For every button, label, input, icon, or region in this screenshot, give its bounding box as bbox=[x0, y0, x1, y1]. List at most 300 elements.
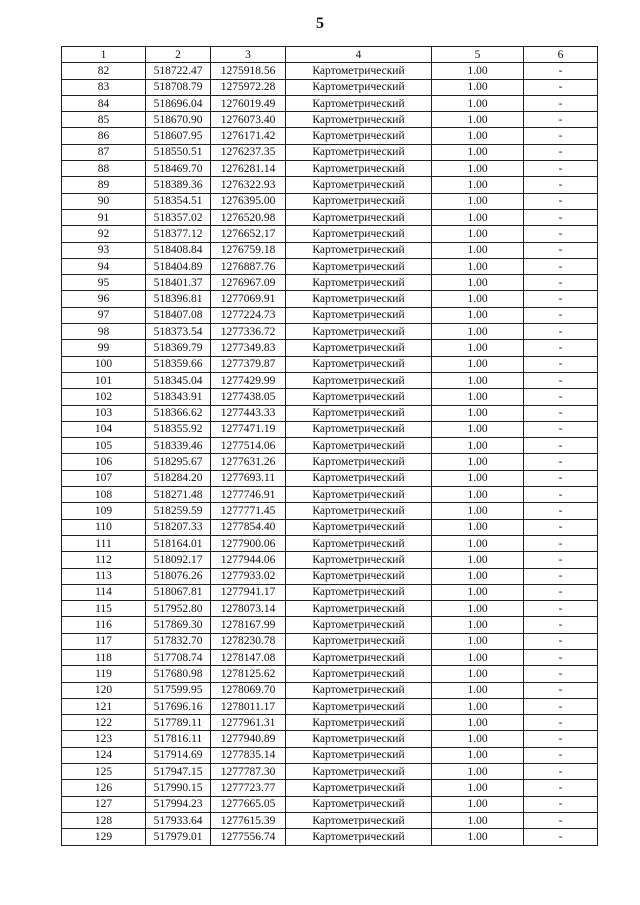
note-cell: - bbox=[524, 812, 598, 828]
accuracy-cell: 1.00 bbox=[432, 389, 524, 405]
note-cell: - bbox=[524, 747, 598, 763]
x-coordinate-cell: 518408.84 bbox=[146, 242, 211, 258]
x-coordinate-cell: 518295.67 bbox=[146, 454, 211, 470]
accuracy-cell: 1.00 bbox=[432, 715, 524, 731]
note-cell: - bbox=[524, 291, 598, 307]
method-cell: Картометрический bbox=[286, 405, 432, 421]
table-row bbox=[62, 698, 598, 714]
table-row bbox=[62, 682, 598, 698]
note-cell: - bbox=[524, 584, 598, 600]
note-cell: - bbox=[524, 731, 598, 747]
point-number-cell: 106 bbox=[62, 454, 146, 470]
y-coordinate-cell: 1278230.78 bbox=[211, 633, 286, 649]
note-cell: - bbox=[524, 829, 598, 845]
note-cell: - bbox=[524, 128, 598, 144]
method-cell: Картометрический bbox=[286, 340, 432, 356]
x-coordinate-cell: 517990.15 bbox=[146, 780, 211, 796]
table-row bbox=[62, 780, 598, 796]
method-cell: Картометрический bbox=[286, 682, 432, 698]
table-row bbox=[62, 356, 598, 372]
y-coordinate-cell: 1278069.70 bbox=[211, 682, 286, 698]
accuracy-cell: 1.00 bbox=[432, 682, 524, 698]
method-cell: Картометрический bbox=[286, 568, 432, 584]
table-row bbox=[62, 242, 598, 258]
method-cell: Картометрический bbox=[286, 470, 432, 486]
x-coordinate-cell: 517696.16 bbox=[146, 698, 211, 714]
point-number-cell: 97 bbox=[62, 307, 146, 323]
x-coordinate-cell: 518377.12 bbox=[146, 226, 211, 242]
table-row bbox=[62, 666, 598, 682]
point-number-cell: 124 bbox=[62, 747, 146, 763]
x-coordinate-cell: 518366.62 bbox=[146, 405, 211, 421]
table-row bbox=[62, 487, 598, 503]
y-coordinate-cell: 1277224.73 bbox=[211, 307, 286, 323]
table-row bbox=[62, 747, 598, 763]
accuracy-cell: 1.00 bbox=[432, 79, 524, 95]
table-row bbox=[62, 731, 598, 747]
point-number-cell: 108 bbox=[62, 487, 146, 503]
point-number-cell: 125 bbox=[62, 764, 146, 780]
accuracy-cell: 1.00 bbox=[432, 209, 524, 225]
point-number-cell: 121 bbox=[62, 698, 146, 714]
y-coordinate-cell: 1277438.05 bbox=[211, 389, 286, 405]
point-number-cell: 107 bbox=[62, 470, 146, 486]
y-coordinate-cell: 1277941.17 bbox=[211, 584, 286, 600]
table-row bbox=[62, 193, 598, 209]
x-coordinate-cell: 518076.26 bbox=[146, 568, 211, 584]
page-number: 5 bbox=[316, 15, 324, 32]
method-cell: Картометрический bbox=[286, 519, 432, 535]
y-coordinate-cell: 1276887.76 bbox=[211, 258, 286, 274]
point-number-cell: 110 bbox=[62, 519, 146, 535]
accuracy-cell: 1.00 bbox=[432, 584, 524, 600]
y-coordinate-cell: 1278167.99 bbox=[211, 617, 286, 633]
method-cell: Картометрический bbox=[286, 633, 432, 649]
point-number-cell: 90 bbox=[62, 193, 146, 209]
method-cell: Картометрический bbox=[286, 584, 432, 600]
y-coordinate-cell: 1276759.18 bbox=[211, 242, 286, 258]
y-coordinate-cell: 1277443.33 bbox=[211, 405, 286, 421]
accuracy-cell: 1.00 bbox=[432, 503, 524, 519]
x-coordinate-cell: 518708.79 bbox=[146, 79, 211, 95]
accuracy-cell: 1.00 bbox=[432, 666, 524, 682]
y-coordinate-cell: 1277514.06 bbox=[211, 438, 286, 454]
table-row bbox=[62, 438, 598, 454]
point-number-cell: 116 bbox=[62, 617, 146, 633]
table-row bbox=[62, 829, 598, 845]
note-cell: - bbox=[524, 470, 598, 486]
table-row bbox=[62, 470, 598, 486]
method-cell: Картометрический bbox=[286, 177, 432, 193]
note-cell: - bbox=[524, 144, 598, 160]
accuracy-cell: 1.00 bbox=[432, 144, 524, 160]
y-coordinate-cell: 1277933.02 bbox=[211, 568, 286, 584]
accuracy-cell: 1.00 bbox=[432, 324, 524, 340]
point-number-cell: 91 bbox=[62, 209, 146, 225]
accuracy-cell: 1.00 bbox=[432, 405, 524, 421]
method-cell: Картометрический bbox=[286, 372, 432, 388]
point-number-cell: 101 bbox=[62, 372, 146, 388]
y-coordinate-cell: 1276967.09 bbox=[211, 275, 286, 291]
accuracy-cell: 1.00 bbox=[432, 372, 524, 388]
table-row bbox=[62, 503, 598, 519]
note-cell: - bbox=[524, 487, 598, 503]
method-cell: Картометрический bbox=[286, 764, 432, 780]
note-cell: - bbox=[524, 307, 598, 323]
table-row bbox=[62, 258, 598, 274]
x-coordinate-cell: 517869.30 bbox=[146, 617, 211, 633]
method-cell: Картометрический bbox=[286, 812, 432, 828]
note-cell: - bbox=[524, 79, 598, 95]
table-row bbox=[62, 421, 598, 437]
method-cell: Картометрический bbox=[286, 698, 432, 714]
table-row bbox=[62, 389, 598, 405]
y-coordinate-cell: 1277665.05 bbox=[211, 796, 286, 812]
point-number-cell: 118 bbox=[62, 649, 146, 665]
x-coordinate-cell: 518550.51 bbox=[146, 144, 211, 160]
table-row bbox=[62, 112, 598, 128]
table-row bbox=[62, 568, 598, 584]
method-cell: Картометрический bbox=[286, 617, 432, 633]
method-cell: Картометрический bbox=[286, 552, 432, 568]
method-cell: Картометрический bbox=[286, 829, 432, 845]
method-cell: Картометрический bbox=[286, 731, 432, 747]
accuracy-cell: 1.00 bbox=[432, 747, 524, 763]
y-coordinate-cell: 1277693.11 bbox=[211, 470, 286, 486]
y-coordinate-cell: 1276322.93 bbox=[211, 177, 286, 193]
x-coordinate-cell: 517952.80 bbox=[146, 601, 211, 617]
accuracy-cell: 1.00 bbox=[432, 438, 524, 454]
note-cell: - bbox=[524, 796, 598, 812]
table-row bbox=[62, 649, 598, 665]
point-number-cell: 92 bbox=[62, 226, 146, 242]
note-cell: - bbox=[524, 503, 598, 519]
point-number-cell: 87 bbox=[62, 144, 146, 160]
y-coordinate-cell: 1276073.40 bbox=[211, 112, 286, 128]
header-cell-6: 6 bbox=[524, 47, 598, 63]
x-coordinate-cell: 518357.02 bbox=[146, 209, 211, 225]
y-coordinate-cell: 1277961.31 bbox=[211, 715, 286, 731]
table-row bbox=[62, 275, 598, 291]
header-cell-3: 3 bbox=[211, 47, 286, 63]
note-cell: - bbox=[524, 617, 598, 633]
x-coordinate-cell: 517599.95 bbox=[146, 682, 211, 698]
note-cell: - bbox=[524, 193, 598, 209]
accuracy-cell: 1.00 bbox=[432, 112, 524, 128]
header-cell-4: 4 bbox=[286, 47, 432, 63]
point-number-cell: 85 bbox=[62, 112, 146, 128]
y-coordinate-cell: 1277723.77 bbox=[211, 780, 286, 796]
method-cell: Картометрический bbox=[286, 454, 432, 470]
accuracy-cell: 1.00 bbox=[432, 258, 524, 274]
table-row bbox=[62, 79, 598, 95]
point-number-cell: 111 bbox=[62, 535, 146, 551]
table-row bbox=[62, 307, 598, 323]
note-cell: - bbox=[524, 405, 598, 421]
y-coordinate-cell: 1277900.06 bbox=[211, 535, 286, 551]
accuracy-cell: 1.00 bbox=[432, 340, 524, 356]
table-row bbox=[62, 552, 598, 568]
method-cell: Картометрический bbox=[286, 747, 432, 763]
x-coordinate-cell: 517832.70 bbox=[146, 633, 211, 649]
accuracy-cell: 1.00 bbox=[432, 829, 524, 845]
y-coordinate-cell: 1276395.00 bbox=[211, 193, 286, 209]
point-number-cell: 95 bbox=[62, 275, 146, 291]
header-cell-5: 5 bbox=[432, 47, 524, 63]
method-cell: Картометрический bbox=[286, 95, 432, 111]
y-coordinate-cell: 1275918.56 bbox=[211, 63, 286, 79]
table-row bbox=[62, 633, 598, 649]
note-cell: - bbox=[524, 764, 598, 780]
accuracy-cell: 1.00 bbox=[432, 649, 524, 665]
method-cell: Картометрический bbox=[286, 601, 432, 617]
accuracy-cell: 1.00 bbox=[432, 780, 524, 796]
x-coordinate-cell: 517994.23 bbox=[146, 796, 211, 812]
note-cell: - bbox=[524, 698, 598, 714]
y-coordinate-cell: 1278011.17 bbox=[211, 698, 286, 714]
x-coordinate-cell: 517708.74 bbox=[146, 649, 211, 665]
point-number-cell: 123 bbox=[62, 731, 146, 747]
x-coordinate-cell: 517680.98 bbox=[146, 666, 211, 682]
point-number-cell: 113 bbox=[62, 568, 146, 584]
table-row bbox=[62, 584, 598, 600]
y-coordinate-cell: 1277336.72 bbox=[211, 324, 286, 340]
table-row bbox=[62, 161, 598, 177]
point-number-cell: 114 bbox=[62, 584, 146, 600]
table-row bbox=[62, 372, 598, 388]
note-cell: - bbox=[524, 535, 598, 551]
point-number-cell: 89 bbox=[62, 177, 146, 193]
x-coordinate-cell: 518092.17 bbox=[146, 552, 211, 568]
y-coordinate-cell: 1275972.28 bbox=[211, 79, 286, 95]
method-cell: Картометрический bbox=[286, 324, 432, 340]
y-coordinate-cell: 1277556.74 bbox=[211, 829, 286, 845]
note-cell: - bbox=[524, 780, 598, 796]
accuracy-cell: 1.00 bbox=[432, 128, 524, 144]
note-cell: - bbox=[524, 275, 598, 291]
table-row bbox=[62, 535, 598, 551]
table-row bbox=[62, 209, 598, 225]
accuracy-cell: 1.00 bbox=[432, 601, 524, 617]
method-cell: Картометрический bbox=[286, 242, 432, 258]
x-coordinate-cell: 518670.90 bbox=[146, 112, 211, 128]
note-cell: - bbox=[524, 209, 598, 225]
note-cell: - bbox=[524, 226, 598, 242]
point-number-cell: 94 bbox=[62, 258, 146, 274]
method-cell: Картометрический bbox=[286, 161, 432, 177]
x-coordinate-cell: 518355.92 bbox=[146, 421, 211, 437]
accuracy-cell: 1.00 bbox=[432, 454, 524, 470]
y-coordinate-cell: 1276237.35 bbox=[211, 144, 286, 160]
table-row bbox=[62, 177, 598, 193]
note-cell: - bbox=[524, 258, 598, 274]
accuracy-cell: 1.00 bbox=[432, 421, 524, 437]
accuracy-cell: 1.00 bbox=[432, 275, 524, 291]
point-number-cell: 102 bbox=[62, 389, 146, 405]
x-coordinate-cell: 518345.04 bbox=[146, 372, 211, 388]
method-cell: Картометрический bbox=[286, 112, 432, 128]
y-coordinate-cell: 1277631.26 bbox=[211, 454, 286, 470]
method-cell: Картометрический bbox=[286, 389, 432, 405]
point-number-cell: 126 bbox=[62, 780, 146, 796]
x-coordinate-cell: 518696.04 bbox=[146, 95, 211, 111]
table-row bbox=[62, 95, 598, 111]
y-coordinate-cell: 1276171.42 bbox=[211, 128, 286, 144]
point-number-cell: 84 bbox=[62, 95, 146, 111]
y-coordinate-cell: 1276281.14 bbox=[211, 161, 286, 177]
point-number-cell: 109 bbox=[62, 503, 146, 519]
method-cell: Картометрический bbox=[286, 421, 432, 437]
y-coordinate-cell: 1276520.98 bbox=[211, 209, 286, 225]
note-cell: - bbox=[524, 438, 598, 454]
note-cell: - bbox=[524, 177, 598, 193]
note-cell: - bbox=[524, 372, 598, 388]
accuracy-cell: 1.00 bbox=[432, 161, 524, 177]
x-coordinate-cell: 518373.54 bbox=[146, 324, 211, 340]
method-cell: Картометрический bbox=[286, 307, 432, 323]
point-number-cell: 82 bbox=[62, 63, 146, 79]
accuracy-cell: 1.00 bbox=[432, 796, 524, 812]
note-cell: - bbox=[524, 112, 598, 128]
note-cell: - bbox=[524, 356, 598, 372]
note-cell: - bbox=[524, 633, 598, 649]
x-coordinate-cell: 518359.66 bbox=[146, 356, 211, 372]
x-coordinate-cell: 518407.08 bbox=[146, 307, 211, 323]
note-cell: - bbox=[524, 666, 598, 682]
x-coordinate-cell: 518067.81 bbox=[146, 584, 211, 600]
accuracy-cell: 1.00 bbox=[432, 764, 524, 780]
y-coordinate-cell: 1277787.30 bbox=[211, 764, 286, 780]
y-coordinate-cell: 1278147.08 bbox=[211, 649, 286, 665]
table-header bbox=[62, 47, 598, 63]
table-row bbox=[62, 617, 598, 633]
x-coordinate-cell: 518722.47 bbox=[146, 63, 211, 79]
point-number-cell: 99 bbox=[62, 340, 146, 356]
accuracy-cell: 1.00 bbox=[432, 226, 524, 242]
method-cell: Картометрический bbox=[286, 226, 432, 242]
accuracy-cell: 1.00 bbox=[432, 568, 524, 584]
method-cell: Картометрический bbox=[286, 275, 432, 291]
y-coordinate-cell: 1278125.62 bbox=[211, 666, 286, 682]
header-cell-2: 2 bbox=[146, 47, 211, 63]
accuracy-cell: 1.00 bbox=[432, 487, 524, 503]
note-cell: - bbox=[524, 454, 598, 470]
x-coordinate-cell: 518343.91 bbox=[146, 389, 211, 405]
accuracy-cell: 1.00 bbox=[432, 193, 524, 209]
accuracy-cell: 1.00 bbox=[432, 535, 524, 551]
accuracy-cell: 1.00 bbox=[432, 177, 524, 193]
note-cell: - bbox=[524, 552, 598, 568]
table-row bbox=[62, 291, 598, 307]
x-coordinate-cell: 518259.59 bbox=[146, 503, 211, 519]
accuracy-cell: 1.00 bbox=[432, 470, 524, 486]
y-coordinate-cell: 1277746.91 bbox=[211, 487, 286, 503]
table-row bbox=[62, 128, 598, 144]
point-number-cell: 86 bbox=[62, 128, 146, 144]
note-cell: - bbox=[524, 715, 598, 731]
x-coordinate-cell: 518271.48 bbox=[146, 487, 211, 503]
point-number-cell: 104 bbox=[62, 421, 146, 437]
x-coordinate-cell: 518401.37 bbox=[146, 275, 211, 291]
point-number-cell: 103 bbox=[62, 405, 146, 421]
x-coordinate-cell: 518469.70 bbox=[146, 161, 211, 177]
x-coordinate-cell: 518404.89 bbox=[146, 258, 211, 274]
method-cell: Картометрический bbox=[286, 503, 432, 519]
y-coordinate-cell: 1276652.17 bbox=[211, 226, 286, 242]
point-number-cell: 96 bbox=[62, 291, 146, 307]
accuracy-cell: 1.00 bbox=[432, 698, 524, 714]
table-row bbox=[62, 340, 598, 356]
note-cell: - bbox=[524, 63, 598, 79]
method-cell: Картометрический bbox=[286, 535, 432, 551]
coordinates-table bbox=[61, 46, 598, 846]
header-row bbox=[62, 47, 598, 63]
table-row bbox=[62, 63, 598, 79]
accuracy-cell: 1.00 bbox=[432, 95, 524, 111]
point-number-cell: 120 bbox=[62, 682, 146, 698]
table-body bbox=[62, 63, 598, 845]
x-coordinate-cell: 518607.95 bbox=[146, 128, 211, 144]
accuracy-cell: 1.00 bbox=[432, 291, 524, 307]
method-cell: Картометрический bbox=[286, 715, 432, 731]
table-row bbox=[62, 715, 598, 731]
point-number-cell: 117 bbox=[62, 633, 146, 649]
point-number-cell: 88 bbox=[62, 161, 146, 177]
x-coordinate-cell: 517914.69 bbox=[146, 747, 211, 763]
point-number-cell: 119 bbox=[62, 666, 146, 682]
y-coordinate-cell: 1278073.14 bbox=[211, 601, 286, 617]
y-coordinate-cell: 1277940.89 bbox=[211, 731, 286, 747]
point-number-cell: 98 bbox=[62, 324, 146, 340]
method-cell: Картометрический bbox=[286, 780, 432, 796]
x-coordinate-cell: 517933.64 bbox=[146, 812, 211, 828]
y-coordinate-cell: 1277835.14 bbox=[211, 747, 286, 763]
point-number-cell: 129 bbox=[62, 829, 146, 845]
note-cell: - bbox=[524, 95, 598, 111]
point-number-cell: 83 bbox=[62, 79, 146, 95]
method-cell: Картометрический bbox=[286, 666, 432, 682]
method-cell: Картометрический bbox=[286, 487, 432, 503]
accuracy-cell: 1.00 bbox=[432, 242, 524, 258]
note-cell: - bbox=[524, 682, 598, 698]
table-row bbox=[62, 812, 598, 828]
x-coordinate-cell: 517789.11 bbox=[146, 715, 211, 731]
note-cell: - bbox=[524, 389, 598, 405]
x-coordinate-cell: 518207.33 bbox=[146, 519, 211, 535]
accuracy-cell: 1.00 bbox=[432, 617, 524, 633]
x-coordinate-cell: 518354.51 bbox=[146, 193, 211, 209]
point-number-cell: 127 bbox=[62, 796, 146, 812]
note-cell: - bbox=[524, 161, 598, 177]
note-cell: - bbox=[524, 421, 598, 437]
x-coordinate-cell: 518164.01 bbox=[146, 535, 211, 551]
accuracy-cell: 1.00 bbox=[432, 307, 524, 323]
method-cell: Картометрический bbox=[286, 649, 432, 665]
method-cell: Картометрический bbox=[286, 193, 432, 209]
accuracy-cell: 1.00 bbox=[432, 731, 524, 747]
header-cell-1: 1 bbox=[62, 47, 146, 63]
table-row bbox=[62, 324, 598, 340]
table-row bbox=[62, 454, 598, 470]
x-coordinate-cell: 518369.79 bbox=[146, 340, 211, 356]
method-cell: Картометрический bbox=[286, 796, 432, 812]
x-coordinate-cell: 518284.20 bbox=[146, 470, 211, 486]
accuracy-cell: 1.00 bbox=[432, 552, 524, 568]
point-number-cell: 112 bbox=[62, 552, 146, 568]
table-row bbox=[62, 519, 598, 535]
point-number-cell: 115 bbox=[62, 601, 146, 617]
point-number-cell: 100 bbox=[62, 356, 146, 372]
